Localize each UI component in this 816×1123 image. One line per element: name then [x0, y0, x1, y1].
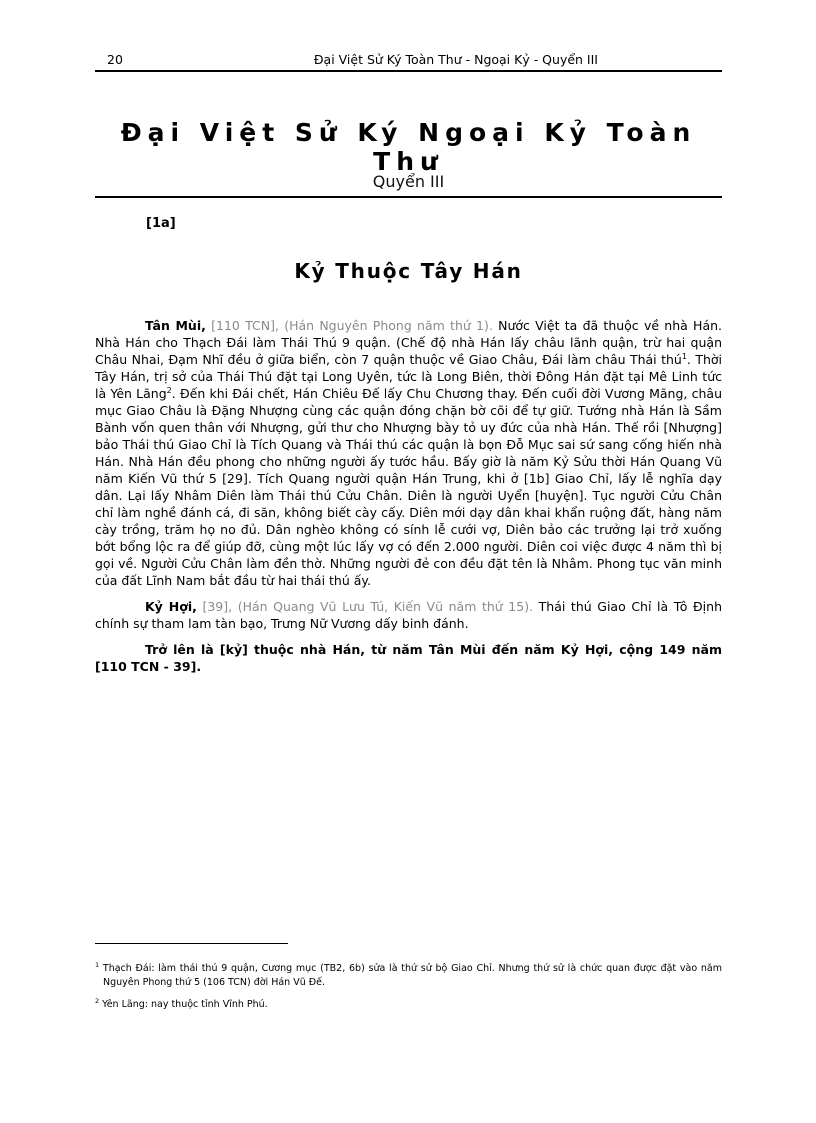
footnote-divider: [95, 943, 288, 944]
title-divider: [95, 196, 722, 198]
section-marker: [1a]: [146, 216, 176, 231]
footnotes: [95, 962, 722, 1020]
section-heading: Kỷ Thuộc Tây Hán: [294, 259, 523, 283]
footnote-reference[interactable]: 2: [166, 385, 172, 395]
paragraph-text: . Đến khi Đái chết, Hán Chiêu Đế lấy Chu Chương thay. Đến cuối đời Vương Mãng, châu mục Giao Châu là Đặng Nhượng cùng các quận đóng chặn bờ cõi để tự giữ. Tướng nhà Hán là Sầm Bành vốn quen thân với Nhượng, gửi thư cho Nhượng bày tỏ uy đức của nhà Hán. Thế rồi [Nhượng] bảo Thái thú Giao Chỉ là Tích Quang và Thái thú các quận là bọn Đỗ Mục sai sứ sang cống hiến nhà Hán. Nhà Hán đều phong cho những người ấy tước hầu. Bấy giờ là năm Kỷ Sửu thời Hán Quang Vũ năm Kiến Vũ thứ 5 [29]. Tích Quang người quận Hán Trung, khi ở [1b] Giao Chỉ, lấy lễ nghĩa dạy dân. Lại lấy Nhâm Diên làm Thái thú Cửu Chân. Diên là người Uyển [huyện]. Tục người Cửu Chân chỉ làm nghề đánh cá, đi săn, không biết cày cấy. Diên mới dạy dân khai khẩn ruộng đất, hàng năm cày trồng, trăm họ no đủ. Dân nghèo không có sính lễ cưới vợ, Diên bảo các trưởng lại trở xuống bớt bổng lộc ra để giúp đỡ, cùng một lúc lấy vợ có đến 2.000 người. Diên coi việc được 4 năm thì bị gọi về. Người Cửu Chân làm đền thờ. Những người đẻ con đều đặt tên là Nhâm. Phong tục văn minh của đất Lĩnh Nam bắt đầu từ hai thái thú ấy.: [95, 386, 722, 588]
footnote-reference[interactable]: 1: [681, 351, 687, 361]
footnote-item: [95, 962, 722, 990]
footnote-text: Yên Lãng: nay thuộc tỉnh Vĩnh Phú.: [99, 999, 268, 1010]
date-gloss: [39], (Hán Quang Vũ Lưu Tú, Kiến Vũ năm thứ 15).: [196, 599, 534, 614]
footnote-text: Thạch Đái: làm thái thú 9 quận, Cương mục (TB2, 6b) sửa là thứ sử bộ Giao Chỉ. Nhưng thứ sử là chức quan được đặt vào năm Nguyên Phong thứ 5 (106 TCN) đời Hán Vũ Đế.: [99, 963, 722, 988]
date-gloss: [110 TCN], (Hán Nguyên Phong năm thứ 1).: [205, 318, 493, 333]
paragraph-tan-mui: [95, 317, 722, 589]
year-label: Tân Mùi,: [145, 318, 206, 333]
paragraph-text: Nước Việt ta đã thuộc về nhà Hán. Nhà Hán cho Thạch Đái làm Thái Thú 9 quận. (Chế độ nhà Hán lấy châu lãnh quận, trừ hai quận Châu Nhai, Đạm Nhĩ đều ở giữa biển, còn 7 quận thuộc về Giao Châu, Đái làm châu Thái thú: [95, 318, 722, 367]
running-title: Đại Việt Sử Ký Toàn Thư - Ngoại Kỷ - Quyển III: [313, 52, 598, 67]
paragraph-ky-hoi: [95, 598, 722, 632]
volume-subtitle: Quyển III: [372, 172, 445, 191]
page-title: Đại Việt Sử Ký Ngoại Kỷ Toàn Thư: [120, 118, 697, 176]
paragraph-text: Thái thú Giao Chỉ là Tô Định chính sự tham lam tàn bạo, Trưng Nữ Vương dấy binh đánh.: [95, 599, 722, 631]
running-header: [95, 50, 722, 72]
footnote-item: [95, 998, 722, 1012]
page-number: 20: [107, 52, 123, 67]
year-label: Kỷ Hợi,: [145, 599, 197, 614]
paragraph-text: . Thời Tây Hán, trị sở của Thái Thú đặt tại Long Uyên, tức là Long Biên, thời Đông Hán đặt tại Mê Linh tức là Yên Lãng: [95, 352, 722, 401]
main-text: [95, 317, 722, 684]
conclusion-paragraph: Trở lên là [kỷ] thuộc nhà Hán, từ năm Tân Mùi đến năm Kỷ Hợi, cộng 149 năm [110 TCN - 39].: [95, 642, 722, 674]
footnote-number: 2: [95, 996, 100, 1005]
footnote-number: 1: [95, 960, 100, 969]
